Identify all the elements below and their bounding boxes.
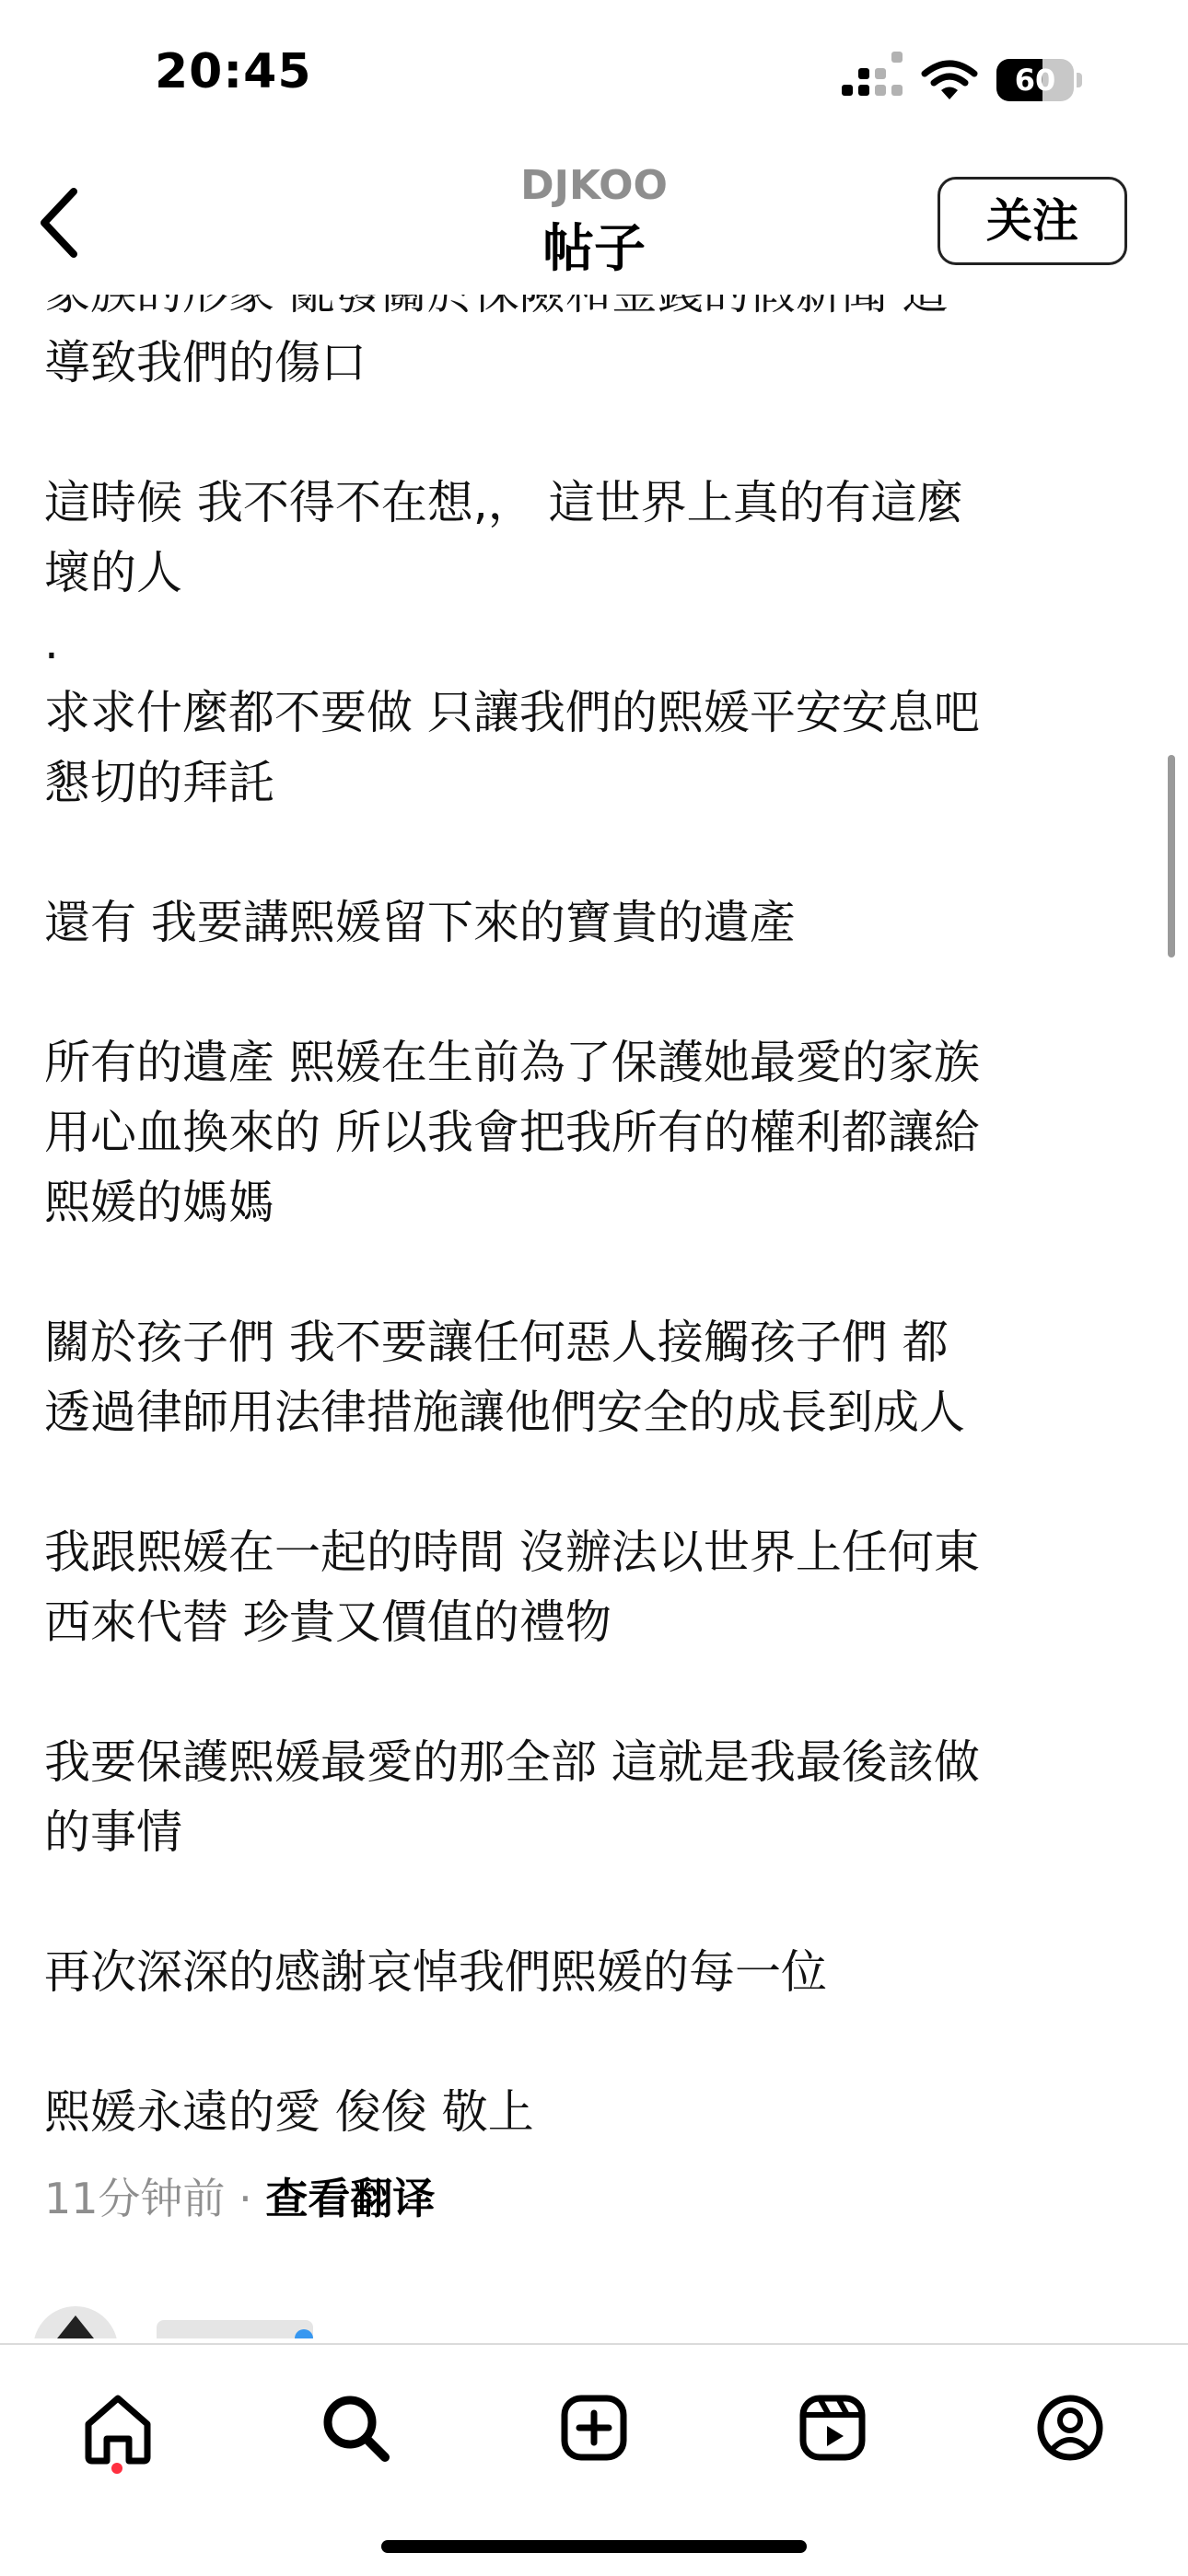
page-title: 帖子: [542, 219, 646, 279]
status-time: 20:45: [155, 44, 312, 99]
follow-button[interactable]: 关注: [938, 177, 1127, 265]
see-translation-link[interactable]: 查看翻译: [265, 2174, 436, 2223]
next-post-username[interactable]: [157, 2320, 313, 2338]
caption-paragraph: 導致我們的傷口: [44, 336, 367, 389]
post-caption: [44, 258, 1140, 2147]
avatar-icon: [33, 2306, 118, 2338]
cellular-signal-icon: [842, 64, 903, 101]
nav-profile-button[interactable]: [1026, 2384, 1114, 2472]
caption-paragraph: 再次深深的感謝哀悼我們熙媛的每一位: [44, 1945, 827, 1999]
timestamp: 11分钟前: [44, 2174, 226, 2223]
notification-dot: [111, 2463, 122, 2474]
caption-paragraph: 這時候 我不得不在想,， 這世界上真的有這麼 壞的人: [44, 476, 963, 599]
caption-paragraph: 我要保護熙媛最愛的那全部 這就是我最後該做 的事情: [44, 1735, 980, 1859]
post-header: [0, 157, 1188, 295]
caption-paragraph: 還有 我要講熙媛留下來的寶貴的遺產: [44, 896, 796, 949]
battery-level: 60: [1014, 63, 1056, 98]
caption-paragraph: 求求什麼都不要做 只讓我們的熙媛平安安息吧 懇切的拜託: [44, 686, 980, 809]
post-meta: [44, 2165, 435, 2226]
header-username: DJKOO: [520, 162, 668, 209]
home-indicator[interactable]: [381, 2540, 807, 2553]
nav-reels-button[interactable]: [788, 2384, 877, 2472]
bottom-nav: [0, 2343, 1188, 2576]
battery-icon: [996, 59, 1081, 101]
profile-icon: [1026, 2384, 1114, 2472]
home-icon: [74, 2384, 162, 2472]
meta-separator: ·: [225, 2174, 266, 2223]
wifi-icon: [921, 59, 978, 101]
next-post-avatar[interactable]: [33, 2306, 118, 2338]
search-icon: [311, 2384, 400, 2472]
caption-paragraph: 熙媛永遠的愛 俊俊 敬上: [44, 2085, 534, 2139]
nav-search-button[interactable]: [311, 2384, 400, 2472]
caption-paragraph: 所有的遺產 熙媛在生前為了保護她最愛的家族 用心血換來的 所以我會把我所有的權利都讓給 熙媛的媽媽: [44, 1036, 980, 1229]
reels-icon: [788, 2384, 877, 2472]
plus-square-icon: [550, 2384, 638, 2472]
nav-create-button[interactable]: [550, 2384, 638, 2472]
nav-home-button[interactable]: [74, 2384, 162, 2472]
scrollbar[interactable]: [1168, 755, 1175, 957]
caption-paragraph: 關於孩子們 我不要讓任何惡人接觸孩子們 都 透過律師用法律措施讓他們安全的成長到成人: [44, 1316, 965, 1439]
caption-paragraph: 我跟熙媛在一起的時間 沒辦法以世界上任何東 西來代替 珍貴又價值的禮物: [44, 1526, 980, 1649]
status-bar: [0, 0, 1188, 157]
caption-paragraph: .: [44, 616, 59, 669]
post-content: [0, 258, 1188, 2338]
